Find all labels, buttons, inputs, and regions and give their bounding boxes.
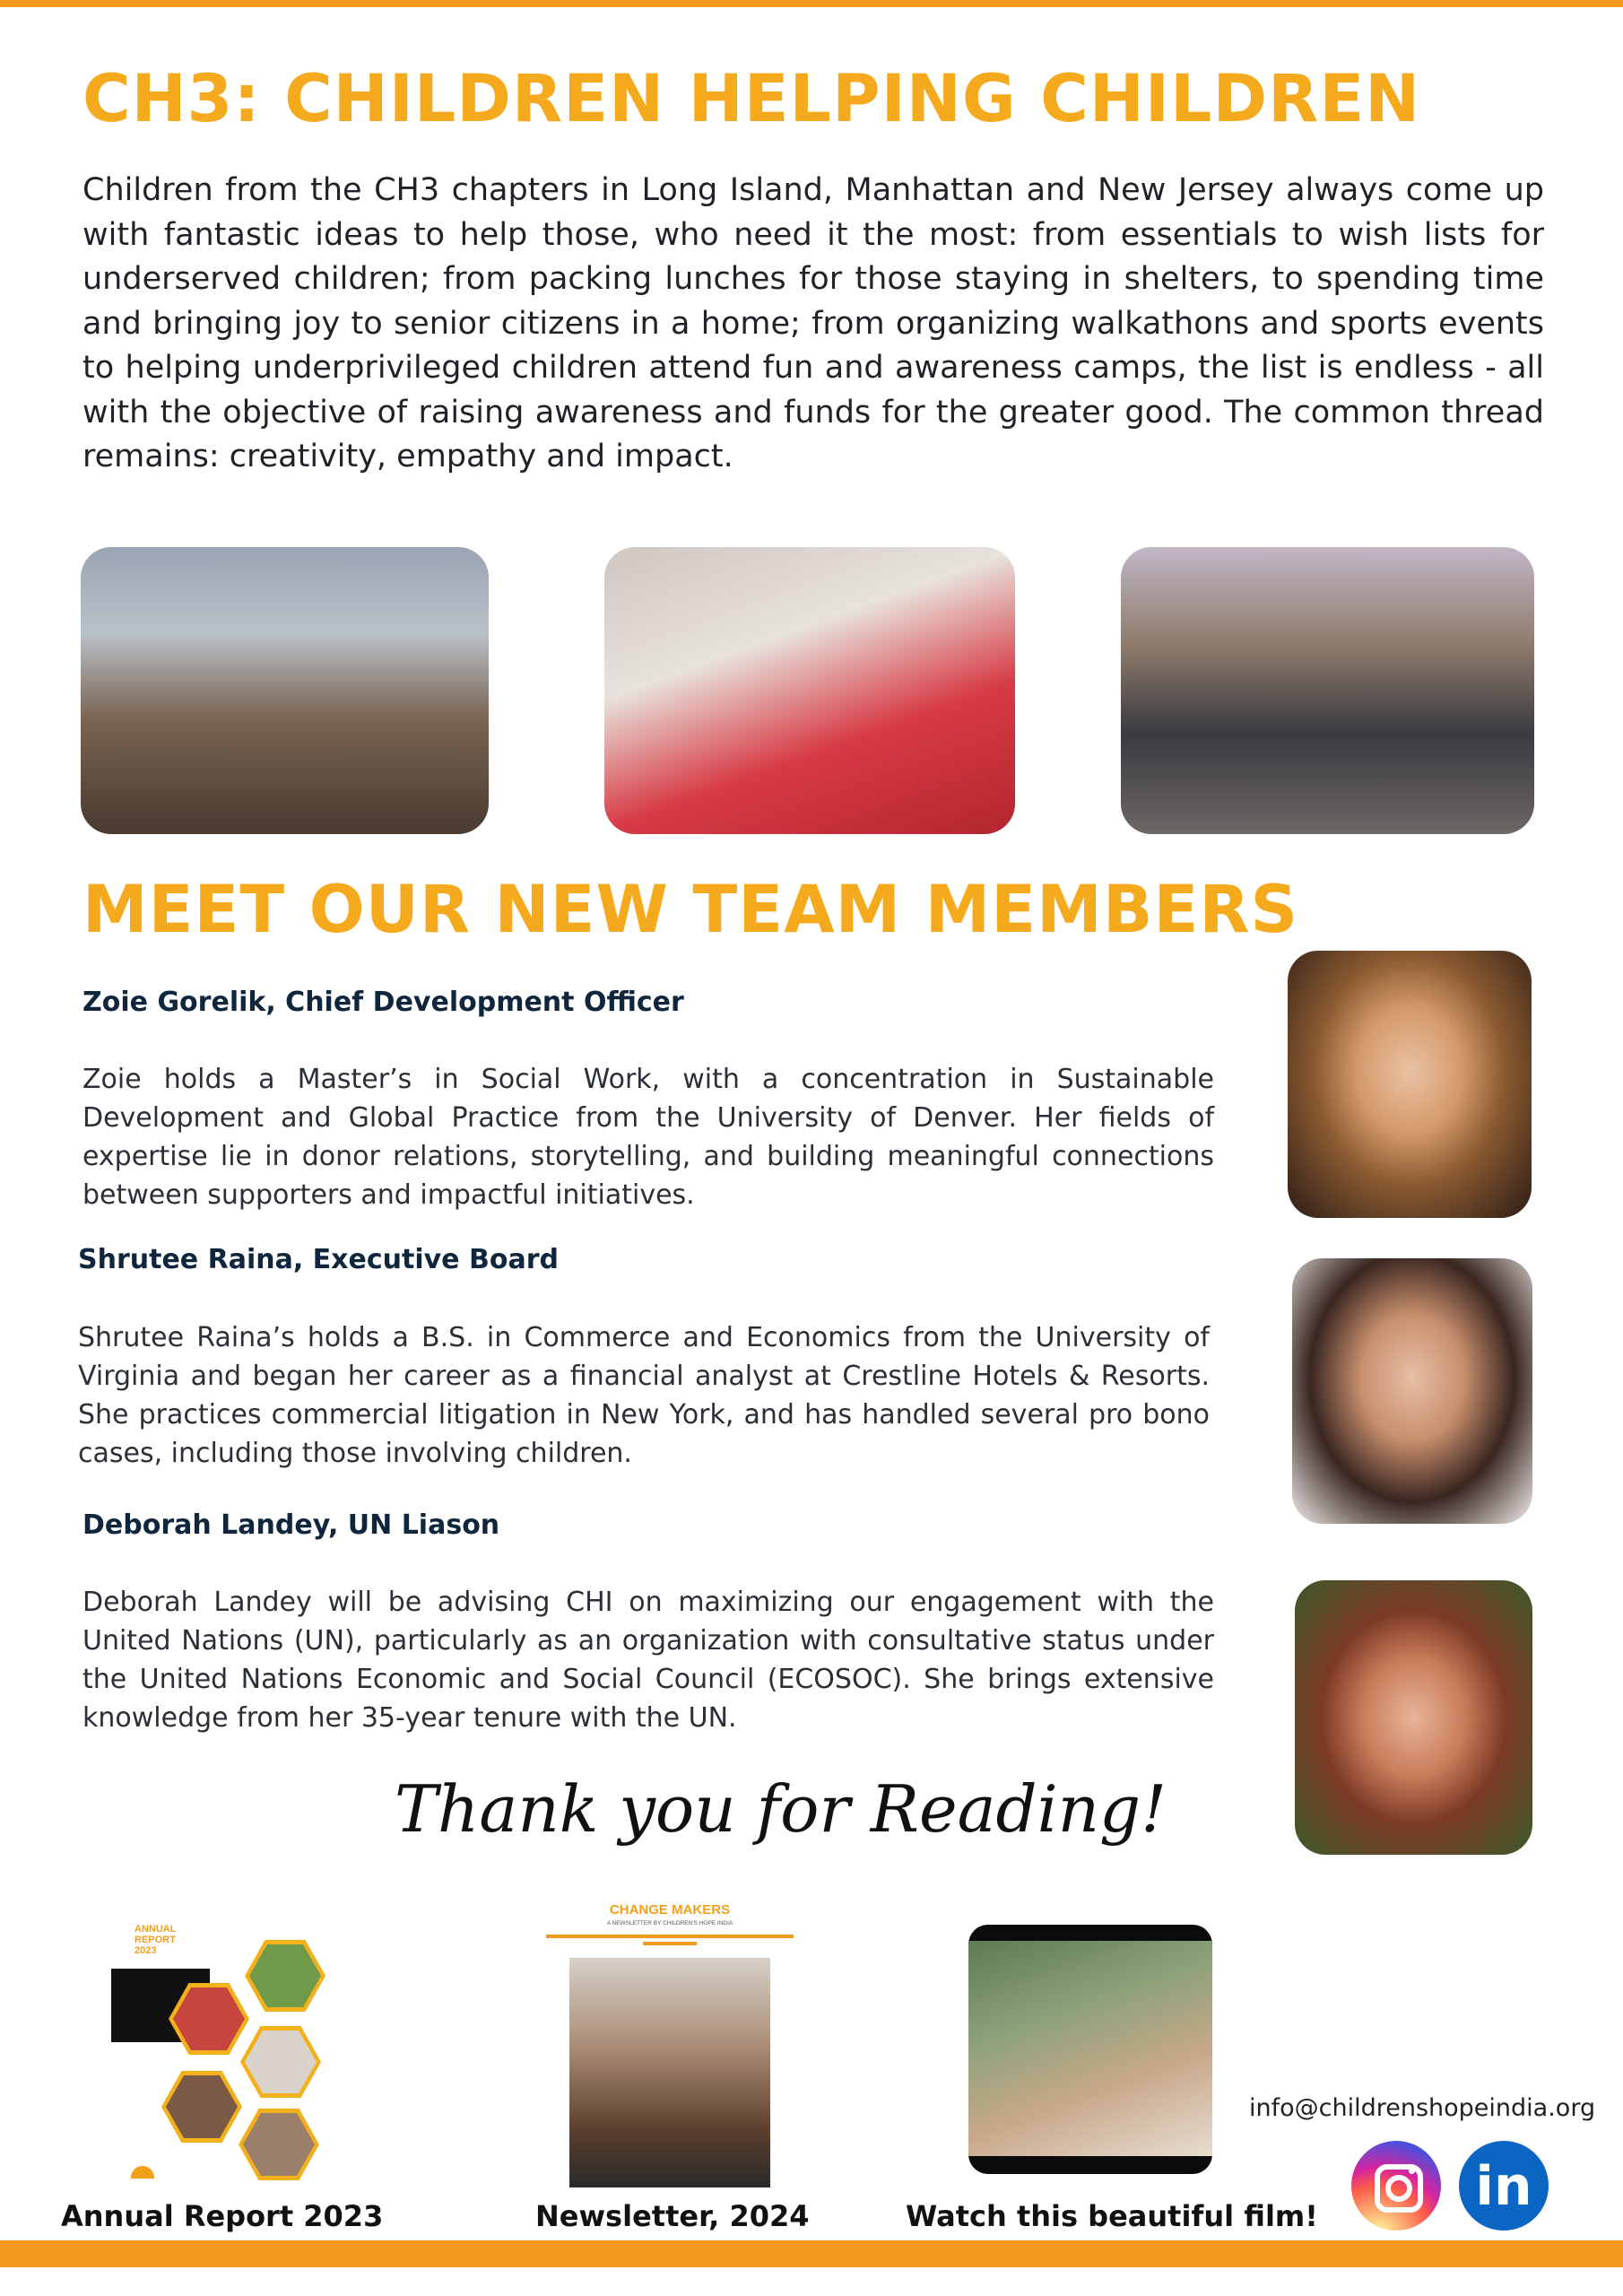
ch3-photo-senior-citizens	[604, 547, 1015, 834]
instagram-dot	[1409, 2168, 1415, 2174]
ch3-photo-outdoor-group	[1121, 547, 1534, 834]
newsletter-caption[interactable]: Newsletter, 2024	[535, 2199, 810, 2233]
annual-report-cover-title: ANNUAL REPORT 2023	[135, 1924, 177, 1956]
member-name-deborah: Deborah Landey, UN Liason	[82, 1509, 500, 1541]
member-name-zoie: Zoie Gorelik, Chief Development Officer	[82, 987, 684, 1018]
ch3-intro-paragraph: Children from the CH3 chapters in Long Island, Manhattan and New Jersey always come up with fantastic ideas to help those, who need it the most: from essentials to wish lists for underserved children; from packing lunches for those staying in shelters, to spending time and bringing joy to senior citizens in a home; from organizing walkathons and sports events to helping underprivileged children attend fun and awareness camps, the list is endless - all with the objective of raising awareness and funds for the greater good. The common thread remains: creativity, empathy and impact.	[82, 172, 1544, 474]
bottom-accent-bar	[0, 2240, 1623, 2267]
member-bio-deborah: Deborah Landey will be advising CHI on maximizing our engagement with the United Nations (UN), particularly as an organization with consultative status under the United Nations Economic and Social Council (ECOSOC). She brings extensive knowledge from her 35-year tenure with the UN.	[82, 1587, 1214, 1734]
instagram-icon[interactable]	[1351, 2141, 1441, 2231]
contact-email[interactable]: info@childrenshopeindia.org	[1249, 2094, 1596, 2122]
member-bio-shrutee: Shrutee Raina’s holds a B.S. in Commerce and Economics from the University of Virginia and began her career as a financial analyst at Crestline Hotels & Resorts. She practices commercial litigation in New York, and has handled several pro bono cases, including those involving children.	[78, 1322, 1210, 1469]
linkedin-icon[interactable]	[1459, 2141, 1549, 2231]
newsletter-cover-subtitle: A NEWSLETTER BY CHILDREN'S HOPE INDIA	[606, 1920, 733, 1926]
annual-report-hex-photo	[240, 2026, 321, 2098]
instagram-lens	[1385, 2175, 1412, 2202]
sun-logo-icon	[131, 2166, 154, 2179]
newsletter-thumbnail[interactable]	[544, 1899, 795, 2195]
newsletter-cover-title: CHANGE MAKERS	[609, 1902, 731, 1918]
member-name-shrutee: Shrutee Raina, Executive Board	[78, 1244, 559, 1275]
newsletter-cover-photo	[569, 1958, 770, 2187]
annual-report-hex-photo	[239, 2109, 319, 2180]
annual-report-caption[interactable]: Annual Report 2023	[61, 2199, 384, 2233]
member-photo-deborah	[1295, 1580, 1532, 1855]
member-photo-zoie	[1288, 951, 1532, 1218]
ch3-photo-volunteers-group	[81, 547, 489, 834]
linkedin-logo-text: in	[1475, 2155, 1532, 2218]
ch3-section-title: CH3: CHILDREN HELPING CHILDREN	[82, 61, 1421, 137]
annual-report-hex-photo	[161, 2071, 242, 2143]
newsletter-cover-rule	[546, 1935, 794, 1938]
top-accent-bar	[0, 0, 1623, 7]
member-bio-zoie: Zoie holds a Master’s in Social Work, with a concentration in Sustainable Development and Global Practice from the University of Denver. Her fields of expertise lie in donor relations, storytelling, and building meaningful connections between supporters and impactful initiatives.	[82, 1064, 1214, 1211]
annual-report-thumbnail[interactable]	[106, 1906, 366, 2175]
thank-you-message: Thank you for Reading!	[395, 1771, 1167, 1847]
film-video-thumbnail[interactable]	[968, 1925, 1212, 2174]
team-section-title: MEET OUR NEW TEAM MEMBERS	[82, 872, 1299, 948]
annual-report-hex-photo	[245, 1940, 325, 2012]
film-still-image	[968, 1941, 1212, 2156]
newsletter-cover-rule	[643, 1942, 697, 1945]
film-caption[interactable]: Watch this beautiful film!	[906, 2199, 1318, 2233]
member-photo-shrutee	[1292, 1258, 1532, 1524]
